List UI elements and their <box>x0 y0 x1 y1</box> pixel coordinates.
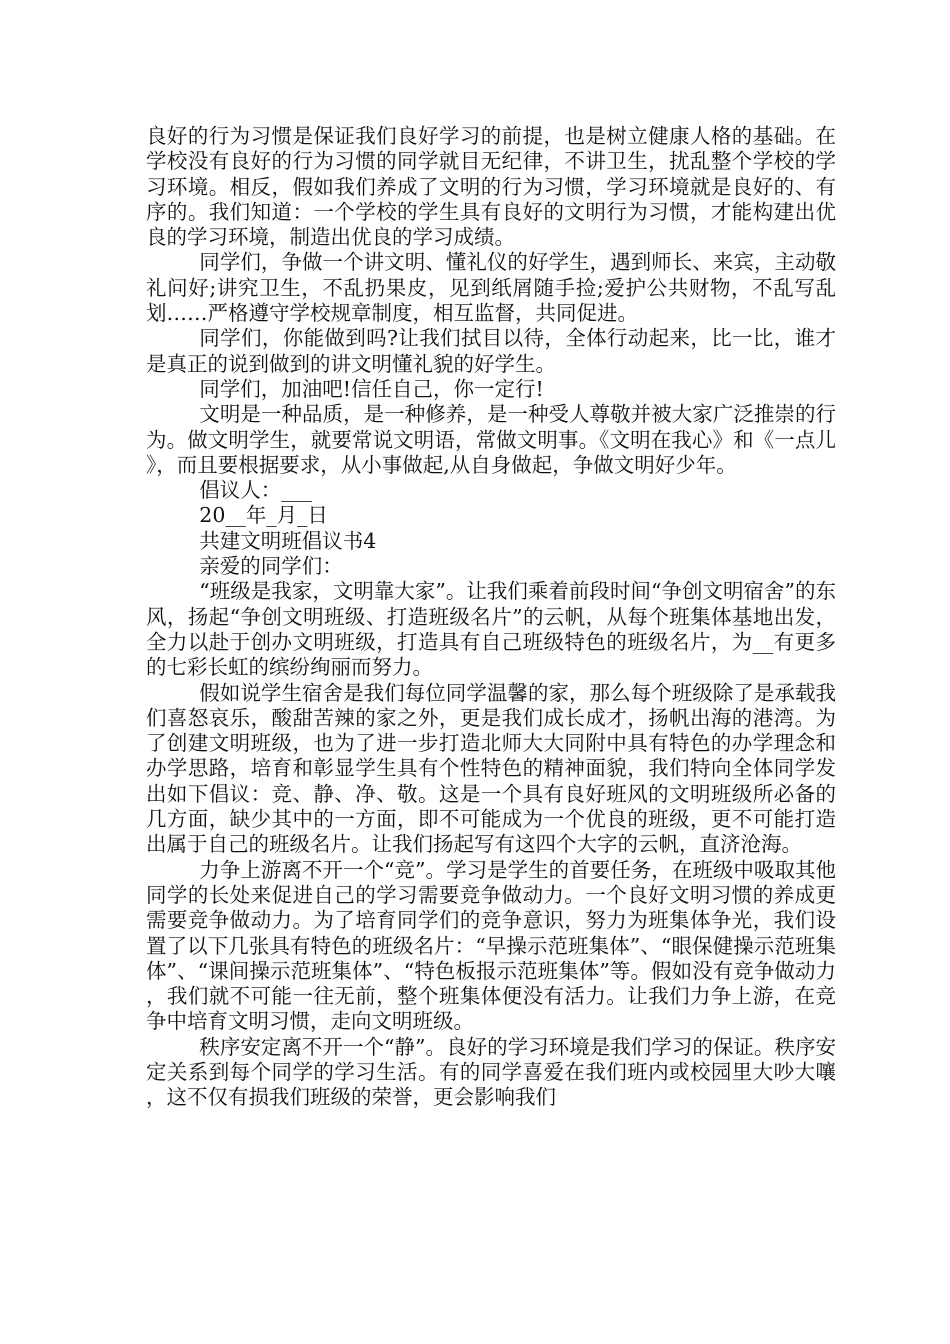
paragraph-quiet-order: 秩序安定离不开一个“静”。良好的学习环境是我们学习的保证。秩序安定关系到每个同学的学习生活。有的同学喜爱在我们班内或校园里大吵大嚷，这不仅有损我们班级的荣誉，更会影响我们 <box>146 1034 836 1110</box>
paragraph-civility-quality: 文明是一种品质，是一种修养，是一种受人尊敬并被大家广泛推崇的行为。做文明学生，就要常说文明语，常做文明事。《文明在我心》和《一点儿》，而且要根据要求，从小事做起,从自身做起，争做文明好少年。 <box>146 402 836 477</box>
paragraph-cheer-up: 同学们，加油吧!信任自己，你一定行! <box>199 376 544 401</box>
paragraph-class-is-home: “班级是我家，文明靠大家”。让我们乘着前段时间“争创文明宿舍”的东风，扬起“争创文明班级、打造班级名片”的云帆，从每个班集体基地出发，全力以赴于创办文明班级，打造具有自己班级特色的班级名片，为__有更多的七彩长虹的缤纷绚丽而努力。 <box>146 579 836 680</box>
document-body <box>146 124 836 1111</box>
paragraph-can-you-do-it: 同学们，你能做到吗?让我们拭目以待，全体行动起来，比一比，谁才是真正的说到做到的讲文明懂礼貌的好学生。 <box>146 326 836 376</box>
paragraph-competition: 力争上游离不开一个“竞”。学习是学生的首要任务，在班级中吸取其他同学的长处来促进自己的学习需要竞争做动力。一个良好文明习惯的养成更需要竞争做动力。为了培育同学们的竞争意识，努力为班集体争光，我们设置了以下几张具有特色的班级名片：“早操示范班集体”、“眼保健操示范班集体”、“课间操示范班集体”、“特色板报示范班集体”等。假如没有竞争做动力，我们就不可能一往无前，整个班集体便没有活力。让我们力争上游，在竞争中培育文明习惯，走向文明班级。 <box>146 857 836 1034</box>
date-line: 20__年_月_日 <box>199 503 328 528</box>
salutation: 亲爱的同学们： <box>199 554 343 579</box>
section-title: 共建文明班倡议书4 <box>199 528 377 553</box>
paragraph-behavior-habits: 良好的行为习惯是保证我们良好学习的前提，也是树立健康人格的基础。在学校没有良好的行为习惯的同学就目无纪律，不讲卫生，扰乱整个学校的学习环境。相反，假如我们养成了文明的行为习惯，学习环境就是良好的、有序的。我们知道：一个学校的学生具有良好的文明行为习惯，才能构建出优良的学习环境，制造出优良的学习成绩。 <box>146 124 836 250</box>
signature-line: 倡议人：___ <box>199 478 313 503</box>
paragraph-dorm-and-class: 假如说学生宿舍是我们每位同学温馨的家，那么每个班级除了是承载我们喜怒哀乐，酸甜苦辣的家之外，更是我们成长成才，扬帆出海的港湾。为了创建文明班级，也为了进一步打造北师大大同附中具有特色的办学理念和办学思路，培育和彰显学生具有个性特色的精神面貌，我们特向全体同学发出如下倡议：竞、静、净、敬。这是一个具有良好班风的文明班级所必备的几方面，缺少其中的一方面，即不可能成为一个优良的班级，更不可能打造出属于自己的班级名片。让我们扬起写有这四个大字的云帆，直济沧海。 <box>146 680 836 857</box>
paragraph-be-polite: 同学们，争做一个讲文明、懂礼仪的好学生，遇到师长、来宾，主动敬礼问好;讲究卫生，不乱扔果皮，见到纸屑随手捡;爱护公共财物，不乱写乱划……严格遵守学校规章制度，相互监督，共同促进。 <box>146 250 836 326</box>
